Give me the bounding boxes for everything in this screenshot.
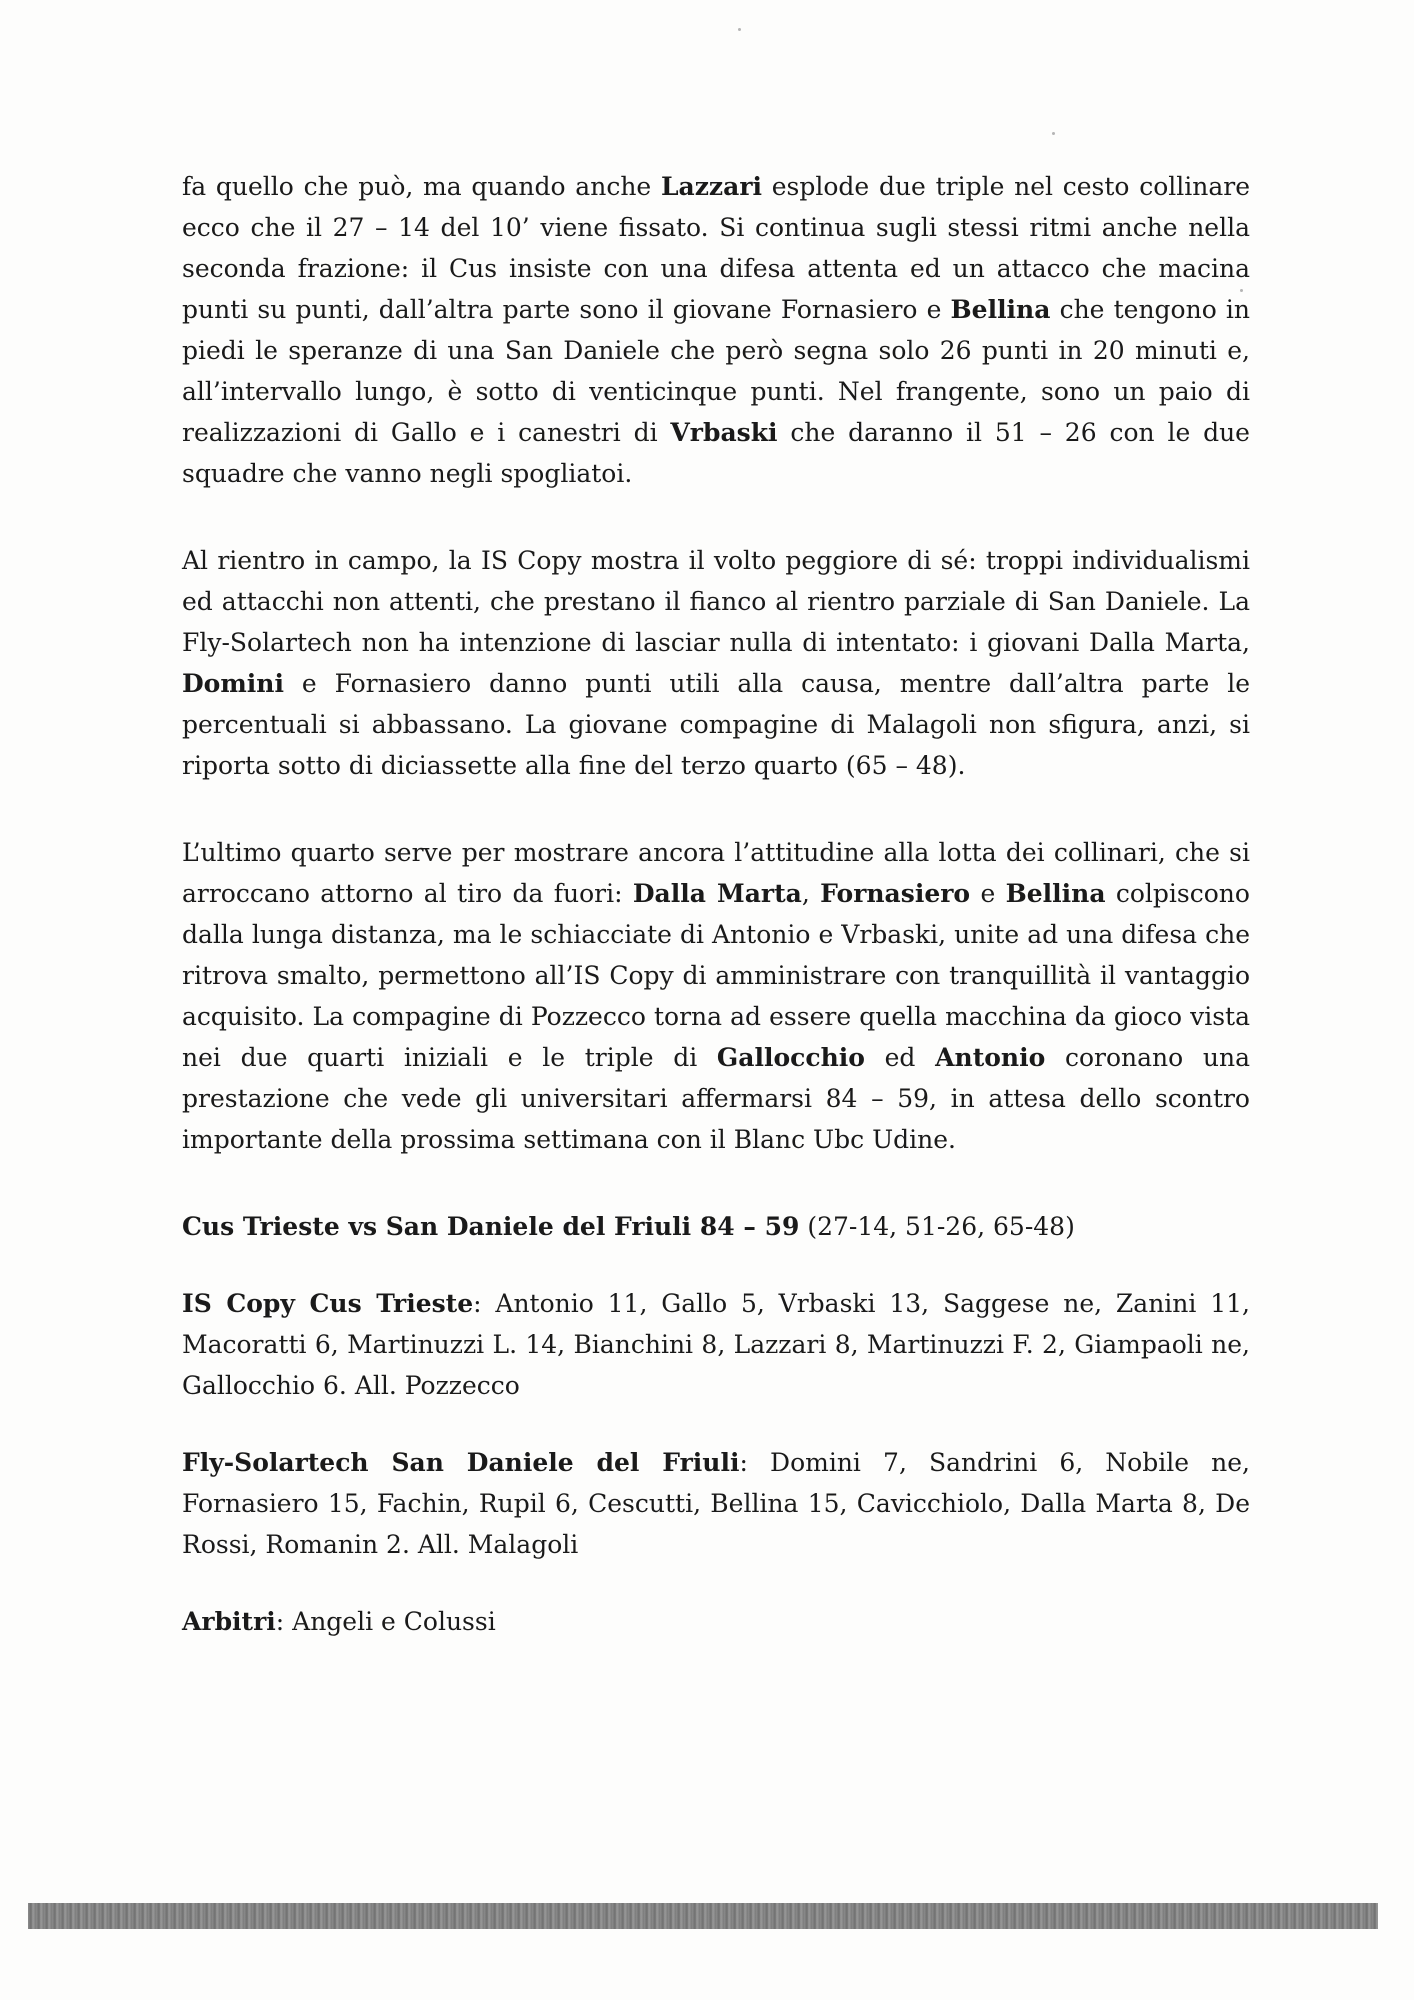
article-paragraph bbox=[182, 1283, 1250, 1406]
text-segment: che daranno il 51 – 26 con le due squadre che vanno negli spogliatoi. bbox=[182, 418, 1250, 488]
bold-text: Arbitri bbox=[182, 1607, 276, 1636]
bold-text: Cus Trieste vs San Daniele del Friuli 84 – 59 bbox=[182, 1212, 800, 1241]
text-segment: Al rientro in campo, la IS Copy mostra il volto peggiore di sé: troppi individualismi ed attacchi non attenti, che prestano il fianco al rientro parziale di San Daniele. La Fly-Solartech non ha intenzione di lasciar nulla di intentato: i giovani Dalla Marta, bbox=[182, 546, 1250, 657]
text-segment: esplode due triple nel cesto collinare ecco che il 27 – 14 del 10’ viene fissato. Si continua sugli stessi ritmi anche nella seconda frazione: il Cus insiste con una difesa attenta ed un attacco che macina punti su punti, dall’altra parte sono il giovane Fornasiero e bbox=[182, 172, 1250, 324]
article-body bbox=[182, 166, 1250, 1678]
text-segment: coronano una prestazione che vede gli universitari affermarsi 84 – 59, in attesa dello scontro importante della prossima settimana con il Blanc Ubc Udine. bbox=[182, 1043, 1250, 1154]
text-segment: ed bbox=[864, 1043, 936, 1072]
text-segment: fa quello che può, ma quando anche bbox=[182, 172, 661, 201]
scan-bottom-edge-bar bbox=[28, 1903, 1378, 1929]
bold-text: Gallocchio bbox=[716, 1043, 865, 1072]
bold-text: Fornasiero bbox=[820, 879, 971, 908]
article-paragraph bbox=[182, 166, 1250, 494]
text-segment: e bbox=[970, 879, 1006, 908]
text-segment: : Antonio 11, Gallo 5, Vrbaski 13, Saggese ne, Zanini 11, Macoratti 6, Martinuzzi L. 14, Bianchini 8, Lazzari 8, Martinuzzi F. 2, Giampaoli ne, Gallocchio 6. All. Pozzecco bbox=[182, 1289, 1250, 1400]
bold-text: Vrbaski bbox=[670, 418, 778, 447]
article-paragraph bbox=[182, 832, 1250, 1160]
text-segment: L’ultimo quarto serve per mostrare ancora l’attitudine alla lotta dei collinari, che si arroccano attorno al tiro da fuori: bbox=[182, 838, 1250, 908]
bold-text: Dalla Marta bbox=[632, 879, 802, 908]
text-segment: (27-14, 51-26, 65-48) bbox=[799, 1212, 1075, 1241]
article-paragraph bbox=[182, 1442, 1250, 1565]
text-segment: colpiscono dalla lunga distanza, ma le schiacciate di Antonio e Vrbaski, unite ad una difesa che ritrova smalto, permettono all’IS Copy di amministrare con tranquillità il vantaggio acquisito. La compagine di Pozzecco torna ad essere quella macchina da gioco vista nei due quarti iniziali e le triple di bbox=[182, 879, 1250, 1072]
bold-text: Domini bbox=[182, 669, 284, 698]
text-segment: : Domini 7, Sandrini 6, Nobile ne, Fornasiero 15, Fachin, Rupil 6, Cescutti, Bellina 15, Cavicchiolo, Dalla Marta 8, De Rossi, Romanin 2. All. Malagoli bbox=[182, 1448, 1250, 1559]
bold-text: Bellina bbox=[950, 295, 1051, 324]
bold-text: Bellina bbox=[1005, 879, 1106, 908]
article-paragraph bbox=[182, 540, 1250, 786]
bold-text: Fly-Solartech San Daniele del Friuli bbox=[182, 1448, 740, 1477]
text-segment: che tengono in piedi le speranze di una San Daniele che però segna solo 26 punti in 20 minuti e, all’intervallo lungo, è sotto di venticinque punti. Nel frangente, sono un paio di realizzazioni di Gallo e i canestri di bbox=[182, 295, 1251, 447]
bold-text: Lazzari bbox=[660, 172, 762, 201]
article-paragraph bbox=[182, 1601, 1250, 1642]
text-segment: : Angeli e Colussi bbox=[275, 1607, 496, 1636]
bold-text: Antonio bbox=[935, 1043, 1046, 1072]
text-segment: , bbox=[801, 879, 821, 908]
text-segment: e Fornasiero danno punti utili alla causa, mentre dall’altra parte le percentuali si abbassano. La giovane compagine di Malagoli non sfigura, anzi, si riporta sotto di diciassette alla fine del terzo quarto (65 – 48). bbox=[182, 669, 1250, 780]
scan-speck bbox=[1052, 132, 1055, 135]
bold-text: IS Copy Cus Trieste bbox=[182, 1289, 474, 1318]
scan-speck bbox=[738, 28, 741, 31]
article-paragraph bbox=[182, 1206, 1250, 1247]
